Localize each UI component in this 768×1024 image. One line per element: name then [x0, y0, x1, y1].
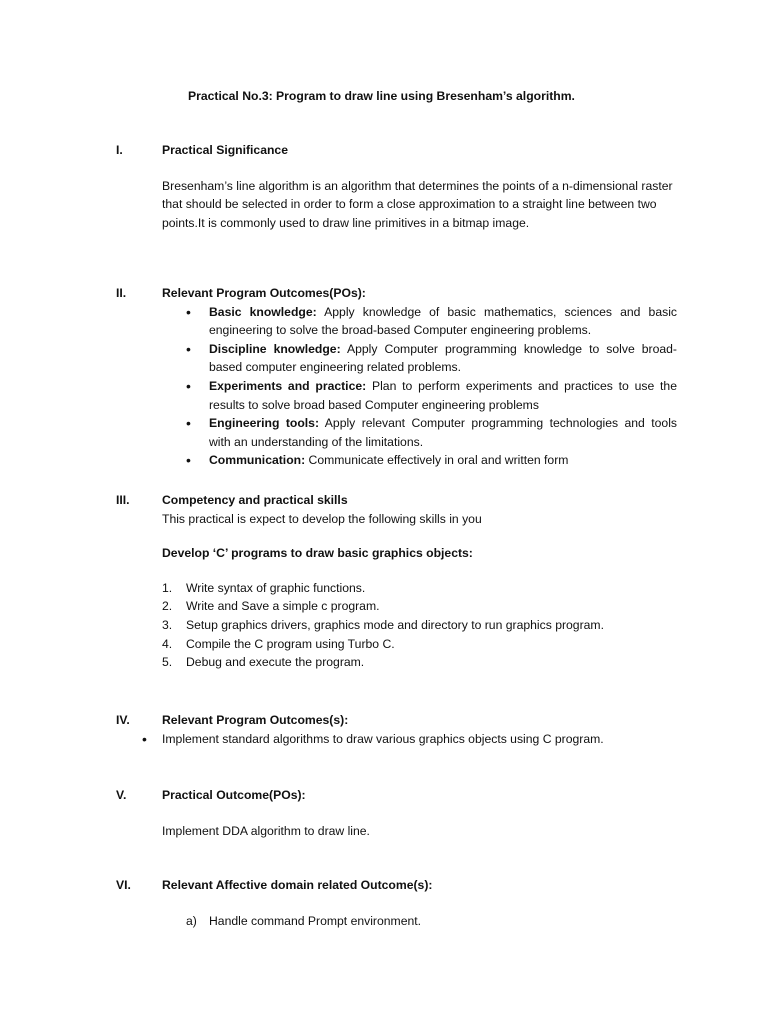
step-number: 3.	[162, 617, 173, 632]
item-text: Apply Computer programming knowledge to solve broad-based computer engineering related problems.	[209, 341, 677, 375]
list-item	[162, 377, 677, 414]
section-numeral: V.	[116, 788, 127, 802]
step-text: Write and Save a simple c program.	[186, 599, 380, 614]
significance-paragraph: Bresenham’s line algorithm is an algorithm that determines the points of a n-dimensional raster that should be selected in order to form a close approximation to a straight line between two points.It is commonly used to draw line primitives in a bitmap image.	[162, 178, 673, 230]
step-number: 2.	[162, 599, 173, 614]
page-title: Practical No.3: Program to draw line using Bresenham’s algorithm.	[188, 89, 575, 103]
list-item	[162, 597, 677, 616]
section-numeral: I.	[116, 143, 123, 157]
section-heading: Practical Significance	[162, 143, 288, 157]
section-body	[142, 711, 677, 748]
list-item	[162, 451, 677, 470]
step-text: Write syntax of graphic functions.	[186, 580, 366, 595]
section-numeral: II.	[116, 286, 127, 300]
competency-intro: This practical is expect to develop the following skills in you	[162, 511, 482, 526]
section-heading: Competency and practical skills	[162, 493, 348, 507]
item-text: Apply knowledge of basic mathematics, sciences and basic engineering to solve the broad-based Computer engineering problems.	[209, 304, 677, 338]
section-body	[162, 284, 677, 470]
list-item	[162, 579, 677, 598]
section-body	[162, 491, 677, 672]
item-label: a)	[186, 913, 197, 928]
section-heading: Relevant Affective domain related Outcome(s):	[162, 878, 433, 892]
bullet-icon: •	[186, 377, 191, 394]
section-numeral: IV.	[116, 713, 130, 727]
section-heading: Relevant Program Outcomes(s):	[162, 713, 349, 727]
bullet-icon: •	[186, 340, 191, 357]
item-label: Discipline knowledge:	[209, 341, 341, 356]
item-label: Communication:	[209, 453, 306, 468]
list-item	[162, 414, 677, 451]
item-text: Plan to perform experiments and practices to use the results to solve broad based Computer engineering problems	[209, 378, 677, 412]
item-text: Apply relevant Computer programming technologies and tools with an understanding of the limitations.	[209, 416, 678, 449]
competency-subheading: Develop ‘C’ programs to draw basic graphics objects:	[162, 546, 473, 561]
list-item	[162, 616, 677, 635]
practical-outcome-text: Implement DDA algorithm to draw line.	[162, 823, 370, 838]
section-body	[162, 786, 677, 840]
section-body	[162, 141, 677, 232]
step-number: 1.	[162, 580, 173, 595]
item-text: Handle command Prompt environment.	[209, 913, 422, 928]
bullet-icon: •	[186, 452, 191, 469]
list-item	[162, 635, 677, 654]
bullet-icon: •	[142, 730, 147, 747]
section-numeral: VI.	[116, 878, 131, 892]
item-text: Communicate effectively in oral and written form	[305, 453, 569, 468]
item-label: Engineering tools:	[209, 416, 320, 431]
outcomes-list	[162, 303, 677, 470]
section-body	[162, 876, 677, 930]
step-text: Compile the C program using Turbo C.	[186, 636, 395, 651]
list-item	[142, 730, 677, 749]
section-numeral: III.	[116, 493, 130, 507]
step-text: Setup graphics drivers, graphics mode and directory to run graphics program.	[186, 617, 604, 632]
section-heading: Practical Outcome(POs):	[162, 788, 306, 802]
list-item	[162, 912, 677, 931]
step-text: Debug and execute the program.	[186, 655, 365, 670]
item-label: Experiments and practice:	[209, 378, 367, 393]
bullet-icon: •	[186, 303, 191, 320]
list-item	[162, 303, 677, 340]
section-heading: Relevant Program Outcomes(POs):	[162, 286, 366, 300]
item-label: Basic knowledge:	[209, 304, 317, 319]
step-number: 5.	[162, 655, 173, 670]
list-item	[162, 653, 677, 672]
skills-list	[162, 579, 677, 672]
outcome-text: Implement standard algorithms to draw various graphics objects using C program.	[162, 731, 604, 746]
bullet-icon: •	[186, 415, 191, 432]
list-item	[162, 340, 677, 377]
step-number: 4.	[162, 636, 173, 651]
